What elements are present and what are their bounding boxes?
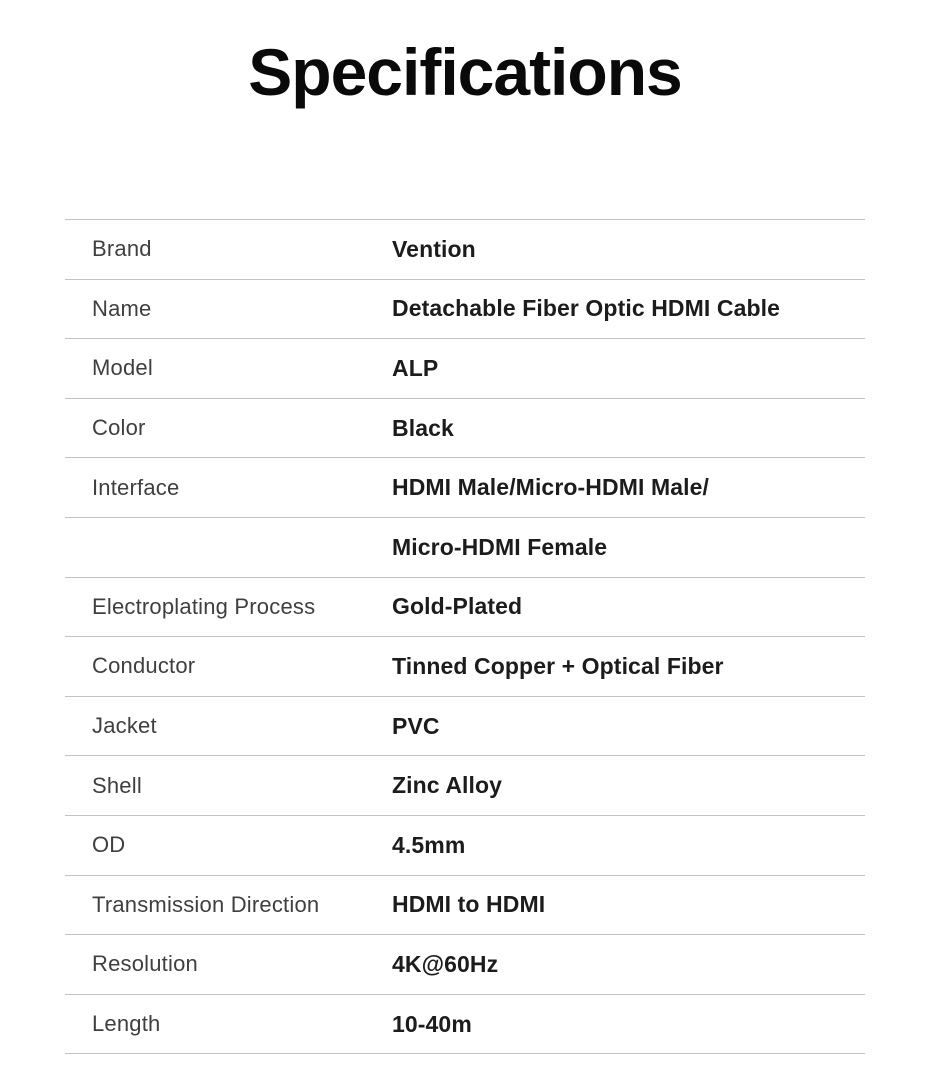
table-row xyxy=(65,280,865,340)
spec-label: Resolution xyxy=(92,951,198,977)
table-row xyxy=(65,220,865,280)
spec-value: Micro-HDMI Female xyxy=(392,533,608,560)
spec-label: Interface xyxy=(92,474,180,500)
spec-label: Shell xyxy=(92,772,142,798)
spec-value: Zinc Alloy xyxy=(392,772,503,799)
table-row xyxy=(65,816,865,876)
table-row xyxy=(65,518,865,578)
spec-label: Brand xyxy=(92,236,152,262)
spec-label: OD xyxy=(92,832,126,858)
spec-label: Transmission Direction xyxy=(92,891,320,917)
spec-value: HDMI Male/Micro-HDMI Male/ xyxy=(392,474,709,501)
table-row xyxy=(65,637,865,697)
spec-table xyxy=(65,219,865,1054)
table-row xyxy=(65,697,865,757)
spec-value: Detachable Fiber Optic HDMI Cable xyxy=(392,295,780,322)
table-row xyxy=(65,578,865,638)
table-row xyxy=(65,995,865,1055)
table-row xyxy=(65,339,865,399)
spec-label: Color xyxy=(92,415,146,441)
spec-value: 4K@60Hz xyxy=(392,950,499,977)
table-row xyxy=(65,458,865,518)
spec-label: Model xyxy=(92,355,153,381)
table-row xyxy=(65,756,865,816)
spec-label: Electroplating Process xyxy=(92,593,316,619)
page-title: Specifications xyxy=(248,35,682,109)
spec-value: Black xyxy=(392,414,454,441)
spec-value: Tinned Copper + Optical Fiber xyxy=(392,652,724,679)
spec-value: Vention xyxy=(392,235,476,262)
table-row xyxy=(65,876,865,936)
spec-label: Jacket xyxy=(92,713,157,739)
spec-value: 10-40m xyxy=(392,1010,472,1037)
spec-value: 4.5mm xyxy=(392,831,466,858)
spec-value: ALP xyxy=(392,354,439,381)
table-row xyxy=(65,399,865,459)
spec-label: Conductor xyxy=(92,653,196,679)
spec-value: Gold-Plated xyxy=(392,593,523,620)
spec-value: HDMI to HDMI xyxy=(392,891,546,918)
table-row xyxy=(65,935,865,995)
spec-value: PVC xyxy=(392,712,440,739)
spec-label: Length xyxy=(92,1011,161,1037)
spec-label: Name xyxy=(92,295,152,321)
